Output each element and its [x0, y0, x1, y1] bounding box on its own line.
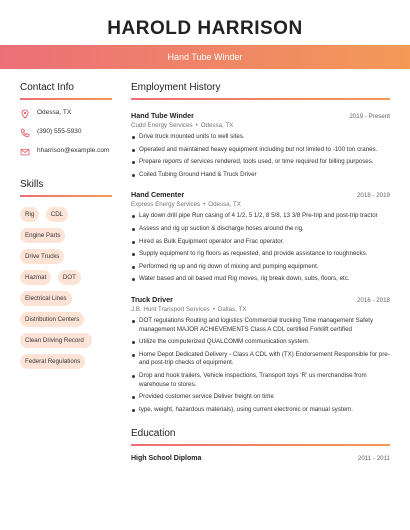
company-name: Express Energy Services [131, 201, 201, 209]
job-title: Hand Cementer [131, 190, 185, 200]
bullet-item: Home Depot Dedicated Delivery - Class A CDL with (TX) Endorsement Responsible for pre- and post-trip checks of equipment. [131, 351, 390, 368]
skill-chip: Engine Parts [20, 228, 65, 243]
job-employer: Cudd Energy Services • Odessa, TX [131, 122, 234, 129]
location-text: Odessa, TX [37, 109, 72, 116]
job-bullets [131, 317, 390, 414]
skill-chip: Clean Driving Record [20, 333, 92, 348]
skill-chip: Distribution Centers [20, 312, 84, 327]
contact-heading: Contact Info [20, 82, 74, 93]
job-entry [131, 190, 390, 284]
right-column [131, 82, 390, 462]
skills-heading: Skills [20, 179, 44, 190]
section-divider [20, 98, 112, 100]
mail-icon [20, 147, 30, 157]
employment-heading: Employment History [131, 82, 221, 93]
bullet-item: Drop and hook trailers, Vehicle inspections, Transport toys 'R' us merchandise from warehouse to stores. [131, 372, 390, 389]
bullet-item: Hired as Bulk Equipment operator and Frac operator. [131, 238, 390, 247]
education-entry [131, 455, 390, 462]
job-location: Odessa, TX [200, 122, 234, 129]
bullet-item: Assess and rig up suction & discharge hoses around the rig. [131, 225, 390, 234]
phone-text: (390) 555-5930 [37, 128, 82, 135]
skill-chip: Hazmat [20, 270, 51, 285]
education-dates: 2011 - 2011 [357, 455, 390, 463]
email-link[interactable]: hharrison@example.com [37, 147, 110, 154]
skill-chip: Drive Trucks [20, 249, 64, 264]
bullet-item: Coiled Tubing Ground Hand & Truck Driver [131, 171, 390, 180]
bullet-item: Supply equipment to rig floors as requested, and provide assistance to roughnecks. [131, 250, 390, 259]
job-bullets [131, 133, 390, 179]
section-divider [131, 444, 390, 446]
job-employer: J.B. Hunt Transport Services • Dallas, TX [131, 305, 247, 313]
job-employer: Express Energy Services • Odessa, TX [131, 201, 241, 209]
bullet-item: type, weight, hazardous materials), using current electronic or manual system. [131, 406, 390, 415]
skill-chip: Electrical Lines [20, 291, 72, 306]
skill-chip: Federal Regulations [20, 354, 85, 369]
job-entry [131, 111, 390, 179]
candidate-name: HAROLD HARRISON [107, 18, 303, 39]
skill-chip: Rig [20, 207, 39, 222]
skill-chip: DOT [58, 270, 81, 285]
bullet-item: DOT regulations Routing and logistics Commercial trucking Time management Safety management MAJOR ACHIEVEMENTS Class A CDL certified Forklift certified [131, 317, 390, 334]
education-heading: Education [131, 428, 176, 440]
skills-list [20, 207, 112, 375]
job-title: Truck Driver [131, 294, 173, 304]
job-dates: 2019 - Present [349, 113, 390, 120]
bullet-item: Prepare reports of services rendered, tools used, or time required for billing purposes. [131, 158, 390, 167]
job-bullets [131, 212, 390, 284]
phone-icon [20, 128, 30, 138]
bullet-item: Operated and maintained heavy equipment including but not limited to -100 ton cranes. [131, 146, 390, 155]
job-location: Dallas, TX [217, 305, 247, 313]
bullet-item: Water based and oil based mud Rig moves, rig break down, subs, floors, etc. [131, 275, 390, 284]
bullet-item: Utilize the computerized QUALCOMM communication system. [131, 338, 390, 347]
contact-location [20, 109, 112, 119]
section-divider [20, 195, 112, 197]
job-title-banner: Hand Tube Winder [0, 45, 410, 69]
contact-phone [20, 128, 112, 138]
job-title: Hand Tube Winder [131, 111, 194, 120]
bullet-item: Performed rig up and rig down of mixing and pumping equipment. [131, 263, 390, 272]
section-divider [131, 98, 390, 100]
contact-email [20, 147, 112, 157]
company-name: Cudd Energy Services [131, 122, 193, 129]
job-dates: 2018 - 2019 [356, 192, 390, 200]
map-pin-icon [20, 109, 30, 119]
bullet-item: Lay down drill pipe Run casing of 4 1/2, 5 1/2, 8 5/8, 13 3/8 Pre-trip and post-trip tractor [131, 212, 390, 221]
left-column [20, 82, 112, 375]
skill-chip: CDL [46, 207, 68, 222]
job-entry [131, 295, 390, 414]
job-location: Odessa, TX [208, 201, 241, 209]
bullet-item: Drive truck mounted units to well sites. [131, 133, 390, 142]
bullet-item: Provided customer service Deliver freight on time [131, 393, 390, 402]
company-name: J.B. Hunt Transport Services [131, 305, 210, 313]
job-dates: 2016 - 2018 [356, 296, 390, 304]
degree-name: High School Diploma [131, 455, 202, 463]
